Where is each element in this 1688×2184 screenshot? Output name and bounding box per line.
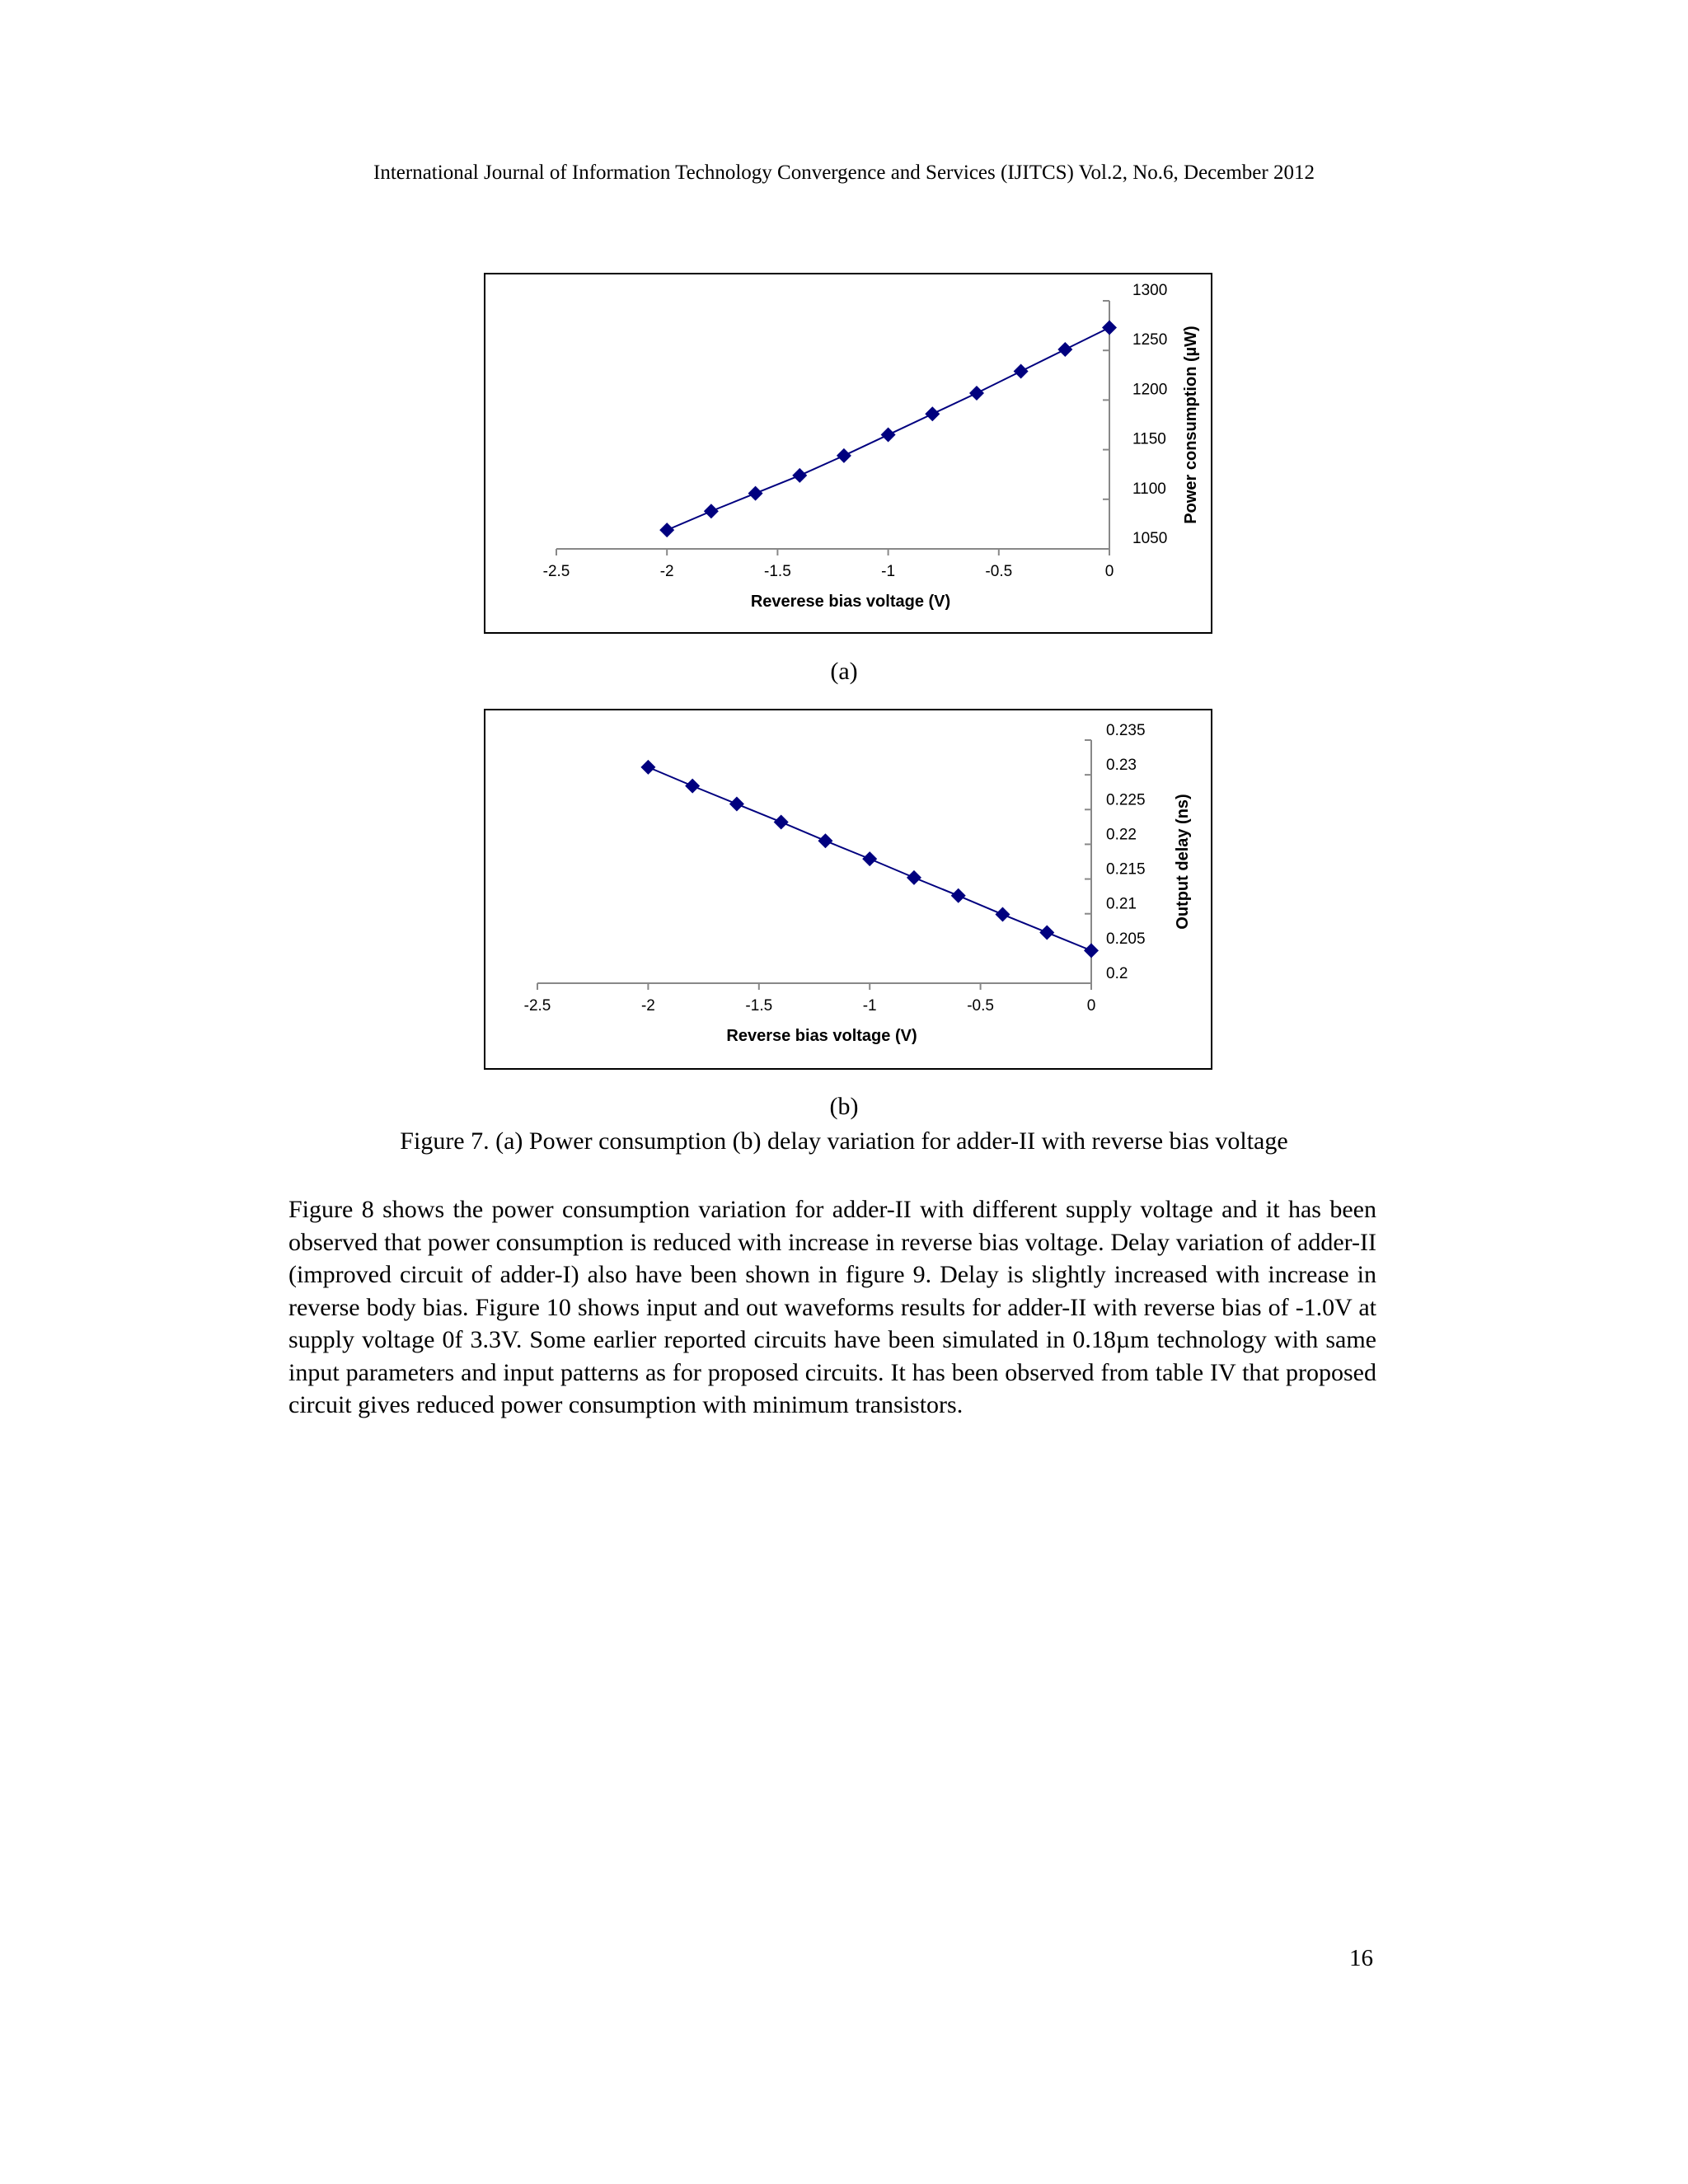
data-point — [818, 833, 832, 848]
data-point — [881, 428, 896, 443]
data-point — [704, 504, 719, 518]
figure-b-label: (b) — [829, 1093, 859, 1120]
data-point — [748, 486, 763, 501]
x-tick-label: -0.5 — [967, 997, 994, 1015]
data-point — [1102, 321, 1117, 335]
y-tick-label: 1200 — [1132, 381, 1168, 399]
y-tick-label: 1300 — [1132, 282, 1168, 299]
data-point — [1084, 943, 1099, 958]
x-tick-label: -2 — [640, 997, 655, 1015]
x-axis-title: Reverse bias voltage (V) — [726, 1027, 917, 1045]
data-point — [685, 779, 700, 794]
x-axis-title: Reverese bias voltage (V) — [750, 593, 951, 611]
data-point — [951, 888, 966, 903]
y-tick-label: 0.235 — [1106, 722, 1146, 739]
x-tick-label: -1.5 — [764, 563, 791, 580]
x-tick-label: -2 — [659, 563, 674, 580]
y-tick-label: 1250 — [1132, 331, 1168, 349]
y-tick-label: 0.205 — [1106, 930, 1146, 948]
chart-b-frame — [484, 709, 1212, 1070]
data-point — [1057, 342, 1072, 357]
x-tick-label: -1 — [862, 997, 877, 1015]
y-axis-title: Power consumption (µW) — [1182, 326, 1200, 524]
y-tick-label: 1050 — [1132, 530, 1168, 547]
y-tick-label: 0.215 — [1106, 860, 1146, 879]
data-point — [862, 851, 877, 866]
data-point — [925, 406, 940, 421]
data-point — [640, 760, 655, 775]
x-tick-label: 0 — [1104, 563, 1114, 580]
x-tick-label: -2.5 — [523, 997, 551, 1015]
y-tick-label: 1100 — [1132, 480, 1166, 498]
data-point — [659, 523, 674, 537]
data-point — [837, 448, 851, 463]
data-point — [729, 797, 744, 812]
page-number: 16 — [1349, 1945, 1373, 1971]
data-point — [907, 870, 921, 885]
x-tick-label: -1 — [881, 563, 896, 580]
y-tick-label: 0.23 — [1106, 757, 1137, 775]
figure-caption: Figure 7. (a) Power consumption (b) delay variation for adder-II with reverse bias voltage — [400, 1127, 1288, 1155]
y-tick-label: 0.225 — [1106, 791, 1146, 809]
data-point — [792, 468, 807, 483]
x-tick-label: 0 — [1086, 997, 1096, 1015]
y-tick-label: 0.2 — [1106, 965, 1128, 982]
x-tick-label: -2.5 — [542, 563, 570, 580]
data-point — [1014, 363, 1029, 378]
power-consumption-chart — [485, 274, 1211, 632]
data-point — [774, 814, 789, 829]
data-point — [969, 386, 984, 401]
y-tick-label: 0.21 — [1106, 895, 1137, 913]
data-point — [995, 907, 1010, 922]
y-tick-label: 1150 — [1132, 430, 1166, 448]
y-axis-title: Output delay (ns) — [1174, 794, 1192, 930]
figure-a-label: (a) — [830, 658, 858, 685]
x-tick-label: -1.5 — [745, 997, 773, 1015]
body-paragraph: Figure 8 shows the power consumption variation for adder-II with different supply voltage and it has been observed that power consumption is reduced with increase in reverse bias voltage. Delay variation of adder-II (improved circuit of adder-I) also have been shown in figure 9. Delay is slightly increased with increase in reverse body bias. Figure 10 shows input and out waveforms results for adder-II with reverse bias of -1.0V at supply voltage 0f 3.3V. Some earlier reported circuits have been simulated in 0.18µm technology with same input parameters and input patterns as for proposed circuits. It has been observed from table IV that proposed circuit gives reduced power consumption with minimum transistors. — [288, 1196, 1376, 1418]
y-tick-label: 0.22 — [1106, 826, 1137, 844]
output-delay-chart — [485, 710, 1211, 1068]
data-point — [1039, 925, 1054, 940]
chart-a-frame — [484, 273, 1212, 634]
x-tick-label: -0.5 — [985, 563, 1013, 580]
journal-header: International Journal of Information Technology Convergence and Services (IJITCS) Vol.2, No.6, December 2012 — [373, 162, 1315, 184]
